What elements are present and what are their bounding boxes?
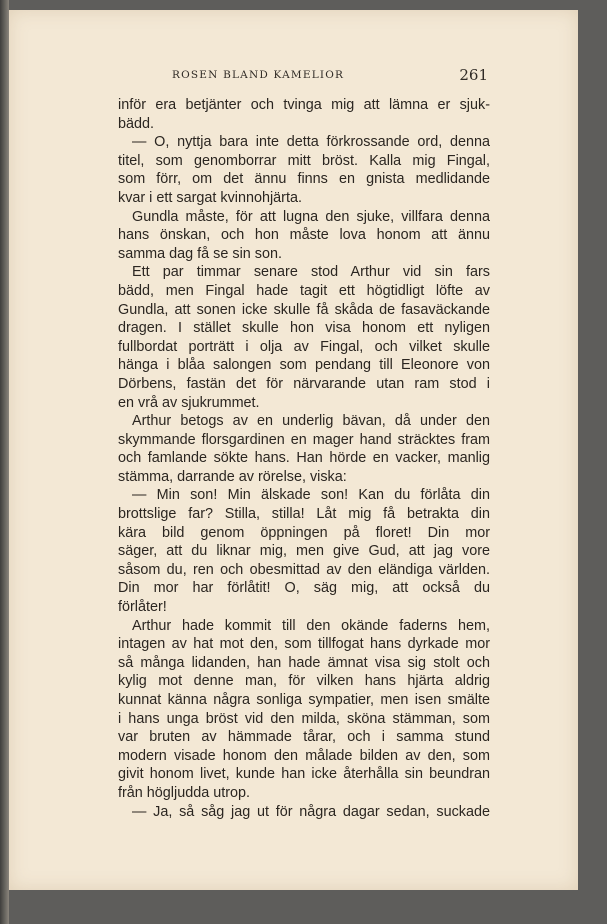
text-line: — Min son! Min älskade son! Kan du förlåta din [132, 487, 490, 504]
text-line: kära bild genom öppningen på floret! Din mor [118, 524, 490, 541]
text-line: bädd. [118, 115, 155, 132]
text-line: hans önskan, och hon måste lova honom att ännu [118, 227, 490, 244]
text-line: Arthur hade kommit till den okände faderns hem, [132, 617, 490, 634]
text-line: var bruten av hämmade tårar, och i samma stund [118, 729, 490, 746]
text-line: titel, som genomborrar mitt bröst. Kalla mig Fingal, [118, 152, 490, 169]
text-line: fullbordat porträtt i olja av Fingal, och vilket skulle [118, 338, 490, 355]
text-line: Gundla måste, för att lugna den sjuke, villfara denna [132, 208, 490, 225]
text-line: från högljudda utrop. [118, 784, 251, 801]
text-line: Ett par timmar senare stod Arthur vid sin fars [132, 264, 490, 281]
running-head [172, 66, 488, 86]
text-line: Din mor har förlåtit! O, säg mig, att också du [118, 580, 490, 597]
text-line: som förr, om det ännu finns en gnista medlidande [118, 171, 490, 188]
page-number: 261 [459, 66, 488, 84]
running-title: ROSEN BLAND KAMELIOR [172, 69, 345, 81]
text-line: kvar i ett sargat kvinnohjärta. [118, 189, 302, 206]
body-text [118, 96, 490, 821]
text-line: förlåter! [118, 599, 167, 616]
text-line: Dörbens, fastän det för närvarande utan ram stod i [118, 375, 490, 392]
text-line: en vrå av sjukrummet. [118, 394, 260, 411]
text-line: — Ja, så såg jag ut för några dagar sedan, suckade [132, 803, 490, 820]
text-line: dragen. I stället skulle hon visa honom ett nyligen [118, 320, 490, 337]
text-line: samma dag få se sin son. [118, 245, 282, 262]
text-line: såsom du, ren och obesmittad av den eländiga världen. [118, 561, 490, 578]
text-line: brottslige far? Stilla, stilla! Låt mig få betrakta din [118, 506, 490, 523]
text-line: modern visade honom den målade bilden av den, som [118, 747, 490, 764]
text-line: Arthur betogs av en underlig bävan, då under den [132, 413, 490, 430]
text-line: kylig mot denne man, för vilken hans hjärta aldrig [118, 673, 490, 690]
text-line: stämma, darrande av rörelse, viska: [118, 468, 347, 485]
text-line: i hans unga bröst vid den milda, sköna stämman, som [118, 710, 490, 727]
text-line: inför era betjänter och tvinga mig att lämna er sjuk- [118, 97, 490, 113]
text-line: — O, nyttja bara inte detta förkrossande ord, denna [132, 134, 490, 151]
text-line: hänga i blåa salongen som pendang till Eleonore von [118, 357, 490, 374]
text-line: och famlande sökte hans. Han hörde en vacker, manlig [118, 450, 490, 467]
text-line: givit honom livet, kunde han icke återhålla sin beundran [118, 766, 490, 783]
text-line: säger, att du liknar mig, men give Gud, att jag vore [118, 543, 490, 560]
text-line: skymmande florsgardinen en mager hand sträcktes fram [118, 431, 490, 448]
text-line: Gundla, att sonen icke skulle få skåda de fasaväckande [118, 301, 490, 318]
text-line: intagen av hat mot den, som tillfogat hans dyrkade mor [118, 636, 490, 653]
text-line: kunnat känna några sonliga sympatier, men isen smälte [118, 692, 490, 708]
text-line: bädd, men Fingal hade tagit ett högtidligt löfte av [118, 282, 490, 299]
text-line: så många lidanden, han hade ämnat visa sig stolt och [118, 654, 490, 671]
book-spine-edge [0, 0, 9, 924]
